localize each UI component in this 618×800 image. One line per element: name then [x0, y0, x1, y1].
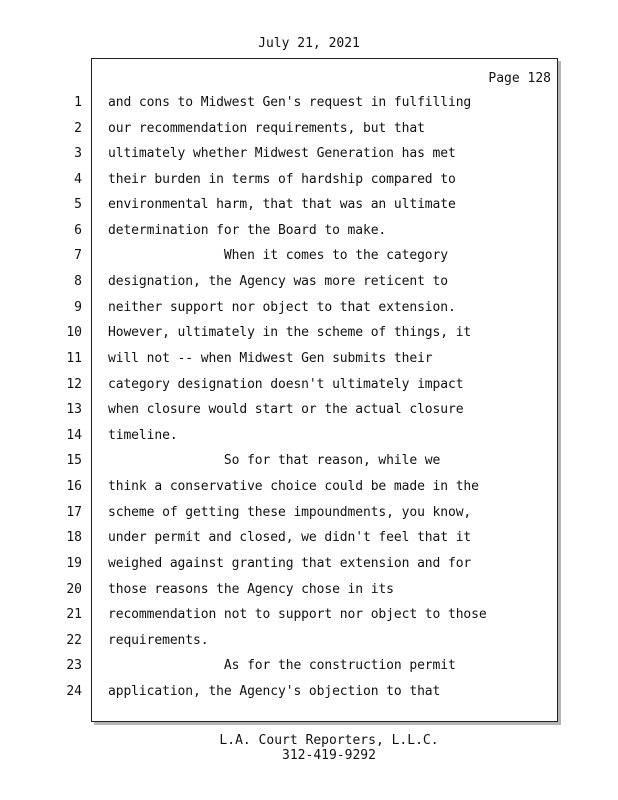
line-text: under permit and closed, we didn't feel that it [108, 530, 472, 545]
line-text: recommendation not to support nor object to those [108, 607, 487, 622]
line-text: When it comes to the category [108, 248, 448, 263]
court-reporter-company: L.A. Court Reporters, L.L.C. [219, 733, 439, 748]
line-text: designation, the Agency was more reticent to [108, 274, 448, 289]
line-number: 1 [74, 95, 82, 110]
line-number: 9 [74, 300, 82, 315]
line-text: weighed against granting that extension and for [108, 556, 472, 571]
footer [0, 733, 618, 763]
line-number: 7 [74, 248, 82, 263]
line-number: 15 [66, 453, 82, 468]
line-number: 11 [66, 351, 82, 366]
line-text: determination for the Board to make. [108, 223, 387, 238]
line-number: 13 [66, 402, 82, 417]
line-number: 17 [66, 505, 82, 520]
line-text: their burden in terms of hardship compared to [108, 172, 456, 187]
line-text: and cons to Midwest Gen's request in fulfilling [108, 95, 472, 110]
line-text: neither support nor object to that extension. [108, 300, 456, 315]
line-number: 19 [66, 556, 82, 571]
line-number: 8 [74, 274, 82, 289]
line-text: requirements. [108, 633, 209, 648]
line-text: think a conservative choice could be made in the [108, 479, 479, 494]
line-text: when closure would start or the actual closure [108, 402, 464, 417]
line-number: 16 [66, 479, 82, 494]
line-number: 14 [66, 428, 82, 443]
line-text: ultimately whether Midwest Generation has met [108, 146, 456, 161]
line-number: 18 [66, 530, 82, 545]
line-text: environmental harm, that that was an ultimate [108, 197, 456, 212]
line-text: category designation doesn't ultimately impact [108, 377, 464, 392]
line-text: However, ultimately in the scheme of things, it [108, 325, 472, 340]
line-text: So for that reason, while we [108, 453, 441, 468]
court-reporter-phone: 312-419-9292 [282, 748, 376, 763]
line-text: those reasons the Agency chose in its [108, 582, 394, 597]
page-number: Page 128 [488, 71, 551, 86]
line-number: 5 [74, 197, 82, 212]
line-text: timeline. [108, 428, 178, 443]
line-number: 21 [66, 607, 82, 622]
line-number: 4 [74, 172, 82, 187]
line-text: our recommendation requirements, but that [108, 121, 425, 136]
line-number: 23 [66, 658, 82, 673]
line-number: 2 [74, 121, 82, 136]
line-text: will not -- when Midwest Gen submits their [108, 351, 433, 366]
line-number: 22 [66, 633, 82, 648]
line-number: 12 [66, 377, 82, 392]
line-text: As for the construction permit [108, 658, 456, 673]
line-number: 20 [66, 582, 82, 597]
line-number: 24 [66, 684, 82, 699]
line-text: scheme of getting these impoundments, you know, [108, 505, 472, 520]
line-number: 6 [74, 223, 82, 238]
transcript-date: July 21, 2021 [258, 36, 360, 51]
line-text: application, the Agency's objection to that [108, 684, 441, 699]
line-number: 10 [66, 325, 82, 340]
line-number: 3 [74, 146, 82, 161]
